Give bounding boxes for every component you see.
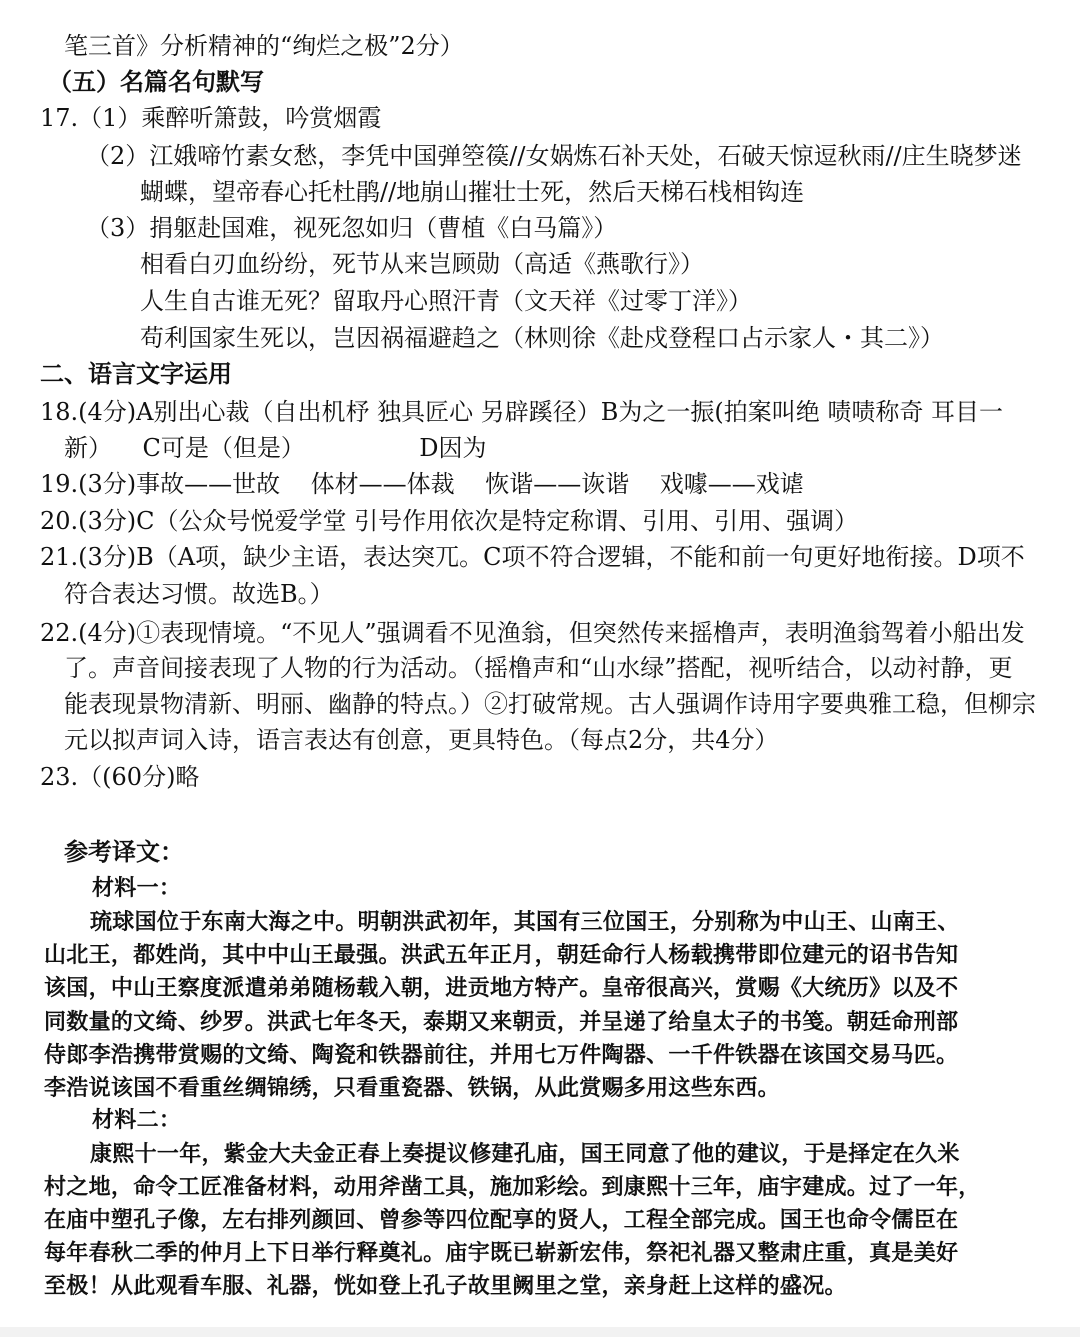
- material-one-title: 材料一：: [92, 875, 182, 901]
- answer-q18-line1: 18.(4分)A别出心裁（自出机杼 独具匠心 另辟蹊径）B为之一振(拍案叫绝 啧啧称奇 耳目一: [40, 398, 1004, 426]
- material-one-paragraph-line6: 李浩说该国不看重丝绸锦绣，只看重瓷器、铁锅，从此赏赐多用这些东西。: [44, 1075, 780, 1101]
- material-two-title: 材料二：: [92, 1107, 182, 1133]
- answer-q22-line1: 22.(4分)①表现情境。“不见人”强调看不见渔翁，但突然传来摇橹声，表明渔翁驾着小船出发: [40, 619, 1025, 647]
- material-two-paragraph-line2: 村之地，命令工匠准备材料，动用斧凿工具，施加彩绘。到康熙十三年，庙宇建成。过了一年，: [44, 1174, 981, 1200]
- answer-q19: 19.(3分)事故——世故 体材——体裁 恢谐——诙谐 戏噱——戏谑: [40, 470, 804, 498]
- material-one-paragraph-line1: 琉球国位于东南大海之中。明朝洪武初年，其国有三位国王，分别称为中山王、山南王、: [90, 909, 960, 935]
- section-heading-language-use: 二、语言文字运用: [40, 359, 232, 388]
- answer-q21-line2: 符合表达习惯。故选B。）: [64, 580, 334, 608]
- material-one-paragraph-line5: 侍郎李浩携带赏赐的文绮、陶瓷和铁器前往，并用七万件陶器、一千件铁器在该国交易马匹。: [44, 1042, 959, 1068]
- material-one-paragraph-line4: 同数量的文绮、纱罗。洪武七年冬天，泰期又来朝贡，并呈递了给皇太子的书笺。朝廷命刑部: [44, 1009, 959, 1035]
- material-two-paragraph-line3: 在庙中塑孔子像，左右排列颜回、曾参等四位配享的贤人，工程全部完成。国王也命令儒臣在: [44, 1207, 959, 1233]
- answer-line-continuation: 笔三首》分析精神的“绚烂之极”2分）: [64, 32, 464, 60]
- material-two-paragraph-line5: 至极！从此观看车服、礼器，恍如登上孔子故里阙里之堂，亲身赶上这样的盛况。: [44, 1273, 847, 1299]
- answer-q21-line1: 21.(3分)B（A项，缺少主语，表达突兀。C项不符合逻辑，不能和前一句更好地衔接。D项不: [40, 543, 1025, 571]
- answer-q22-line2: 了。声音间接表现了人物的行为活动。（摇橹声和“山水绿”搭配，视听结合，以动衬静，更: [64, 654, 1013, 682]
- answer-q17-part2-line2: 蝴蝶，望帝春心托杜鹃//地崩山摧壮士死，然后天梯石栈相钩连: [140, 178, 805, 206]
- answer-q17-part3-line1: （3）捐躯赴国难，视死忽如归（曹植《白马篇》）: [86, 214, 618, 242]
- answer-q20: 20.(3分)C（公众号悦爱学堂 引号作用依次是特定称谓、引用、引用、强调）: [40, 507, 859, 535]
- section-heading-famous-lines: （五）名篇名句默写: [48, 67, 264, 96]
- translation-title: 参考译文：: [64, 837, 184, 866]
- answer-q17-part3-line2: 相看白刃血纷纷，死节从来岂顾勋（高适《燕歌行》）: [140, 250, 704, 278]
- answer-q17-part1: 17.（1）乘醉听箫鼓，吟赏烟霞: [40, 104, 382, 132]
- answer-q22-line3: 能表现景物清新、明丽、幽静的特点。）②打破常规。古人强调作诗用字要典雅工稳，但柳宗: [64, 690, 1036, 718]
- material-one-paragraph-line3: 该国，中山王察度派遣弟弟随杨载入朝，进贡地方特产。皇帝很高兴，赏赐《大统历》以及不: [44, 975, 959, 1001]
- answer-q17-part3-line3: 人生自古谁无死？留取丹心照汗青（文天祥《过零丁洋》）: [140, 287, 752, 315]
- answer-q18-line2: 新） C可是（但是） D因为: [64, 434, 487, 462]
- material-two-paragraph-line1: 康熙十一年，紫金大夫金正春上奏提议修建孔庙，国王同意了他的建议，于是择定在久米: [90, 1141, 960, 1167]
- page-bottom-edge: [0, 1327, 1080, 1337]
- answer-q22-line4: 元以拟声词入诗，语言表达有创意，更具特色。（每点2分，共4分）: [64, 726, 779, 754]
- material-two-paragraph-line4: 每年春秋二季的仲月上下日举行释奠礼。庙宇既已崭新宏伟，祭祀礼器又整肃庄重，真是美好: [44, 1240, 959, 1266]
- material-one-paragraph-line2: 山北王，都姓尚，其中中山王最强。洪武五年正月，朝廷命行人杨载携带即位建元的诏书告知: [44, 942, 959, 968]
- answer-q17-part3-line4: 苟利国家生死以，岂因祸福避趋之（林则徐《赴戍登程口占示家人・其二》）: [140, 324, 944, 352]
- answer-q17-part2-line1: （2）江娥啼竹素女愁，李凭中国弹箜篌//女娲炼石补天处，石破天惊逗秋雨//庄生晓梦迷: [86, 142, 1022, 170]
- answer-q23: 23.（(60分)略: [40, 763, 200, 791]
